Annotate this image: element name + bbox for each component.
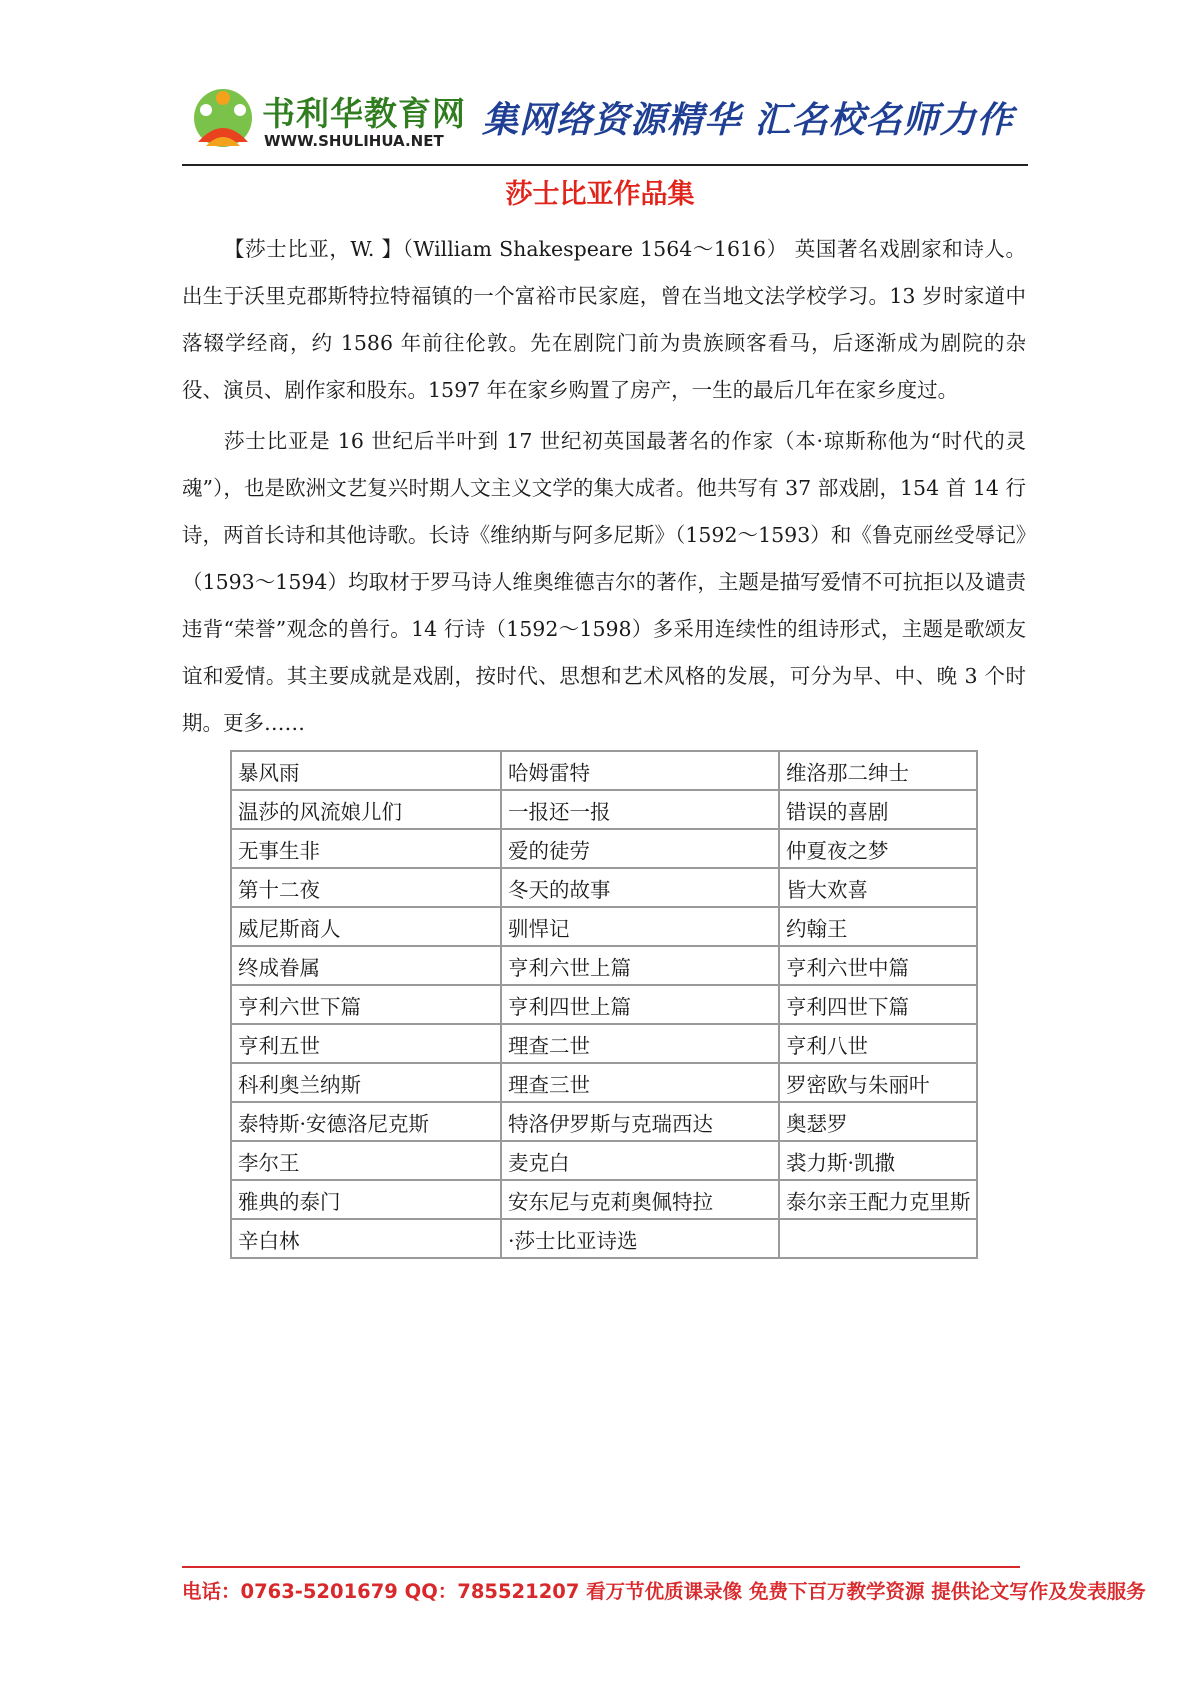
footer-divider bbox=[182, 1566, 1020, 1568]
table-cell: 裘力斯·凯撒 bbox=[779, 1141, 977, 1180]
table-cell: 暴风雨 bbox=[231, 751, 501, 790]
intro-paragraph: 【莎士比亚，W. 】（William Shakespeare 1564～1616） 英国著名戏剧家和诗人。出生于沃里克郡斯特拉特福镇的一个富裕市民家庭，曾在当地文法学校学习。13 岁时家道中落辍学经商，约 1586 年前往伦敦。先在剧院门前为贵族顾客看马，后逐渐成为剧院的杂役、演员、剧作家和股东。1597 年在家乡购置了房产，一生的最后几年在家乡度过。 bbox=[182, 237, 1026, 402]
table-cell: 理查三世 bbox=[501, 1063, 779, 1102]
logo-people-icon bbox=[192, 84, 254, 152]
table-cell: 亨利六世下篇 bbox=[231, 985, 501, 1024]
table-cell: 仲夏夜之梦 bbox=[779, 829, 977, 868]
table-cell: ·莎士比亚诗选 bbox=[501, 1219, 779, 1258]
table-cell: 爱的徒劳 bbox=[501, 829, 779, 868]
table-row bbox=[231, 1141, 977, 1180]
table-row bbox=[231, 751, 977, 790]
works-table bbox=[230, 750, 978, 1259]
table-cell: 终成眷属 bbox=[231, 946, 501, 985]
table-row bbox=[231, 1219, 977, 1258]
document-title: 莎士比亚作品集 bbox=[505, 179, 695, 210]
table-cell: 第十二夜 bbox=[231, 868, 501, 907]
table-cell: 驯悍记 bbox=[501, 907, 779, 946]
table-row bbox=[231, 1180, 977, 1219]
table-row bbox=[231, 790, 977, 829]
table-cell: 雅典的泰门 bbox=[231, 1180, 501, 1219]
table-cell: 维洛那二绅士 bbox=[779, 751, 977, 790]
table-cell: 哈姆雷特 bbox=[501, 751, 779, 790]
table-cell: 泰特斯·安德洛尼克斯 bbox=[231, 1102, 501, 1141]
table-cell: 错误的喜剧 bbox=[779, 790, 977, 829]
table-cell: 温莎的风流娘儿们 bbox=[231, 790, 501, 829]
table-cell: 特洛伊罗斯与克瑞西达 bbox=[501, 1102, 779, 1141]
table-cell: 理查二世 bbox=[501, 1024, 779, 1063]
table-cell: 一报还一报 bbox=[501, 790, 779, 829]
table-cell: 亨利六世上篇 bbox=[501, 946, 779, 985]
table-cell: 亨利四世下篇 bbox=[779, 985, 977, 1024]
table-row bbox=[231, 985, 977, 1024]
header-slogan: 集网络资源精华 汇名校名师力作 bbox=[482, 100, 1014, 141]
logo-name: 书利华教育网 bbox=[262, 94, 466, 133]
table-cell: 亨利五世 bbox=[231, 1024, 501, 1063]
table-row bbox=[231, 907, 977, 946]
logo-url: WWW.SHULIHUA.NET bbox=[264, 132, 444, 150]
table-cell: 亨利八世 bbox=[779, 1024, 977, 1063]
table-cell bbox=[779, 1219, 977, 1258]
table-cell: 安东尼与克莉奥佩特拉 bbox=[501, 1180, 779, 1219]
site-header bbox=[182, 78, 1028, 164]
table-cell: 罗密欧与朱丽叶 bbox=[779, 1063, 977, 1102]
table-row bbox=[231, 1024, 977, 1063]
table-cell: 泰尔亲王配力克里斯 bbox=[779, 1180, 977, 1219]
table-row bbox=[231, 946, 977, 985]
table-cell: 麦克白 bbox=[501, 1141, 779, 1180]
table-cell: 无事生非 bbox=[231, 829, 501, 868]
table-cell: 约翰王 bbox=[779, 907, 977, 946]
header-divider bbox=[182, 164, 1028, 166]
table-cell: 冬天的故事 bbox=[501, 868, 779, 907]
table-cell: 亨利四世上篇 bbox=[501, 985, 779, 1024]
table-cell: 辛白林 bbox=[231, 1219, 501, 1258]
table-row bbox=[231, 1063, 977, 1102]
works-summary-paragraph: 莎士比亚是 16 世纪后半叶到 17 世纪初英国最著名的作家（本·琼斯称他为“时代的灵魂”），也是欧洲文艺复兴时期人文主义文学的集大成者。他共写有 37 部戏剧，154 首 14 行诗，两首长诗和其他诗歌。长诗《维纳斯与阿多尼斯》（1592～1593）和《鲁克丽丝受辱记》（1593～1594）均取材于罗马诗人维奥维德吉尔的著作，主题是描写爱情不可抗拒以及谴责违背“荣誉”观念的兽行。14 行诗（1592～1598）多采用连续性的组诗形式，主题是歌颂友谊和爱情。其主要成就是戏剧，按时代、思想和艺术风格的发展，可分为早、中、晚 3 个时期。更多…… bbox=[182, 429, 1026, 735]
table-cell: 奥瑟罗 bbox=[779, 1102, 977, 1141]
footer-contact: 电话：0763-5201679 QQ：785521207 看万节优质课录像 免费下百万教学资源 提供论文写作及发表服务 bbox=[182, 1580, 1146, 1603]
table-cell: 科利奥兰纳斯 bbox=[231, 1063, 501, 1102]
table-row bbox=[231, 868, 977, 907]
table-cell: 亨利六世中篇 bbox=[779, 946, 977, 985]
table-row bbox=[231, 829, 977, 868]
table-cell: 威尼斯商人 bbox=[231, 907, 501, 946]
table-cell: 皆大欢喜 bbox=[779, 868, 977, 907]
table-cell: 李尔王 bbox=[231, 1141, 501, 1180]
table-row bbox=[231, 1102, 977, 1141]
